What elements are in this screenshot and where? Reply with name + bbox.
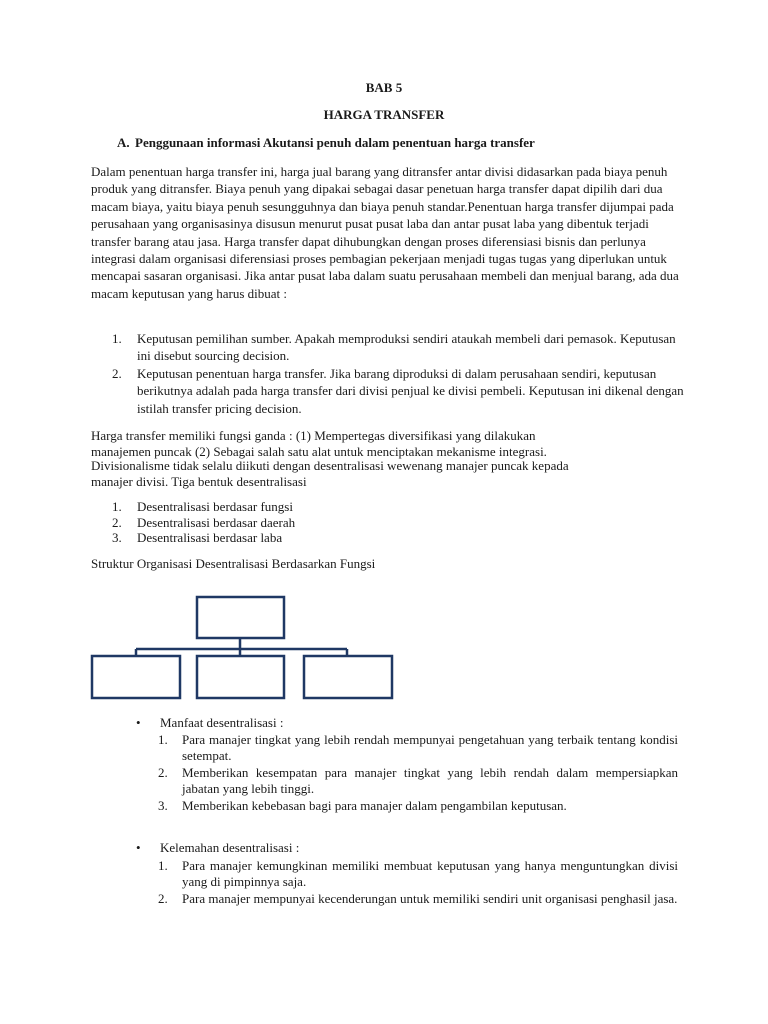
bullet-icon: • xyxy=(136,715,141,730)
list-text: Para manajer mempunyai kecenderungan untuk memiliki sendiri unit organisasi penghasil jasa. xyxy=(182,891,678,907)
list-item xyxy=(112,365,690,417)
bullet-icon: • xyxy=(136,840,141,855)
list-item xyxy=(158,891,678,907)
list-number: 2. xyxy=(112,514,122,530)
org-box-top xyxy=(197,597,284,638)
list-number: 2. xyxy=(112,365,122,381)
list-number: 3. xyxy=(158,798,168,814)
org-box-right xyxy=(304,656,392,698)
list-number: 1. xyxy=(158,732,168,747)
list-item xyxy=(158,798,678,814)
weaknesses-heading xyxy=(136,840,299,856)
chapter-label: BAB 5 xyxy=(365,80,403,95)
page-title: HARGA TRANSFER xyxy=(323,107,445,122)
benefits-label: Manfaat desentralisasi : xyxy=(160,715,284,730)
list-item xyxy=(112,499,690,515)
list-number: 2. xyxy=(158,765,168,781)
list-text: Desentralisasi berdasar fungsi xyxy=(137,499,293,514)
list-text: Keputusan pemilihan sumber. Apakah memproduksi sendiri ataukah membeli dari pemasok. Keputusan ini disebut sourcing decision. xyxy=(137,331,676,364)
section-heading-text: Penggunaan informasi Akutansi penuh dalam penentuan harga transfer xyxy=(135,135,535,150)
section-heading xyxy=(117,135,535,151)
list-number: 3. xyxy=(112,530,122,546)
list-text: Keputusan penentuan harga transfer. Jika barang diproduksi di dalam perusahaan sendiri, keputusan berikutnya adalah pada harga transfer dari divisi penjual ke divisi pembeli. Keputusan ini dikenal dengan istilah transfer pricing decision. xyxy=(137,365,684,416)
paragraph-2-line: Harga transfer memiliki fungsi ganda : (1) Mempertegas diversifikasi yang dilakukan xyxy=(91,428,536,443)
list-number: 1. xyxy=(112,499,122,514)
list-text: Desentralisasi berdasar laba xyxy=(137,530,283,546)
paragraph-1: Dalam penentuan harga transfer ini, harga jual barang yang ditransfer antar divisi didasarkan pada biaya penuh produk yang ditransfer. Biaya penuh yang dipakai sebagai dasar penetuan harga transfer dapat dipilih dari dua macam biaya, yaitu biaya penuh sesungguhnya dan biaya penuh standar.Penentuan harga transfer dijumpai pada perusahaan yang organisasinya disusun menurut pusat pusat laba dan antar pusat laba yang dibentuk terjadi transfer barang atau jasa. Harga transfer dapat dihubungkan dengan proses diferensiasi bisnis dan perlunya integrasi dalam organisasi diferensiasi proses pembagian pekerjaan menjadi tugas tugas yang diperlukan untuk mencapai sasaran organisasi. Jika antar pusat laba dalam suatu perusahaan membeli dan menjual barang, ada dua macam keputusan yang harus dibuat : xyxy=(91,164,679,301)
weaknesses-list xyxy=(158,858,678,909)
weaknesses-label: Kelemahan desentralisasi : xyxy=(160,840,300,855)
decentralization-forms-list xyxy=(112,499,690,546)
org-box-left xyxy=(92,656,180,698)
list-number: 2. xyxy=(158,891,168,907)
paragraph-2-line: manajer divisi. Tiga bentuk desentralisasi xyxy=(91,474,307,489)
list-text: Memberikan kebebasan bagi para manajer dalam pengambilan keputusan. xyxy=(182,798,567,814)
paragraph-2-line: Divisionalisme tidak selalu diikuti dengan desentralisasi wewenang manajer puncak kepada xyxy=(91,458,569,473)
list-item xyxy=(112,330,690,365)
list-item xyxy=(158,732,678,763)
org-chart-diagram xyxy=(90,592,400,704)
list-item xyxy=(112,530,690,546)
org-box-middle xyxy=(197,656,284,698)
list-item xyxy=(158,765,678,796)
list-text: Para manajer tingkat yang lebih rendah mempunyai pengetahuan yang terbaik tentang kondisi setempat. xyxy=(182,732,678,763)
list-text: Desentralisasi berdasar daerah xyxy=(137,514,296,530)
list-text: Para manajer kemungkinan memiliki membuat keputusan yang hanya menguntungkan divisi yang di pimpinnya saja. xyxy=(182,858,678,889)
section-marker: A. xyxy=(117,135,130,150)
decision-list xyxy=(112,330,690,417)
structure-caption: Struktur Organisasi Desentralisasi Berdasarkan Fungsi xyxy=(91,556,376,571)
list-item xyxy=(112,515,690,531)
list-number: 1. xyxy=(112,331,122,346)
list-item xyxy=(158,858,678,889)
paragraph-2-line: manajemen puncak (2) Sebagai salah satu alat untuk menciptakan mekanisme integrasi. xyxy=(91,444,547,459)
benefits-list xyxy=(158,732,678,816)
list-text: Memberikan kesempatan para manajer tingkat yang lebih rendah dalam mempersiapkan jabatan yang lebih tinggi. xyxy=(182,765,678,796)
benefits-heading xyxy=(136,715,283,731)
list-number: 1. xyxy=(158,858,168,873)
